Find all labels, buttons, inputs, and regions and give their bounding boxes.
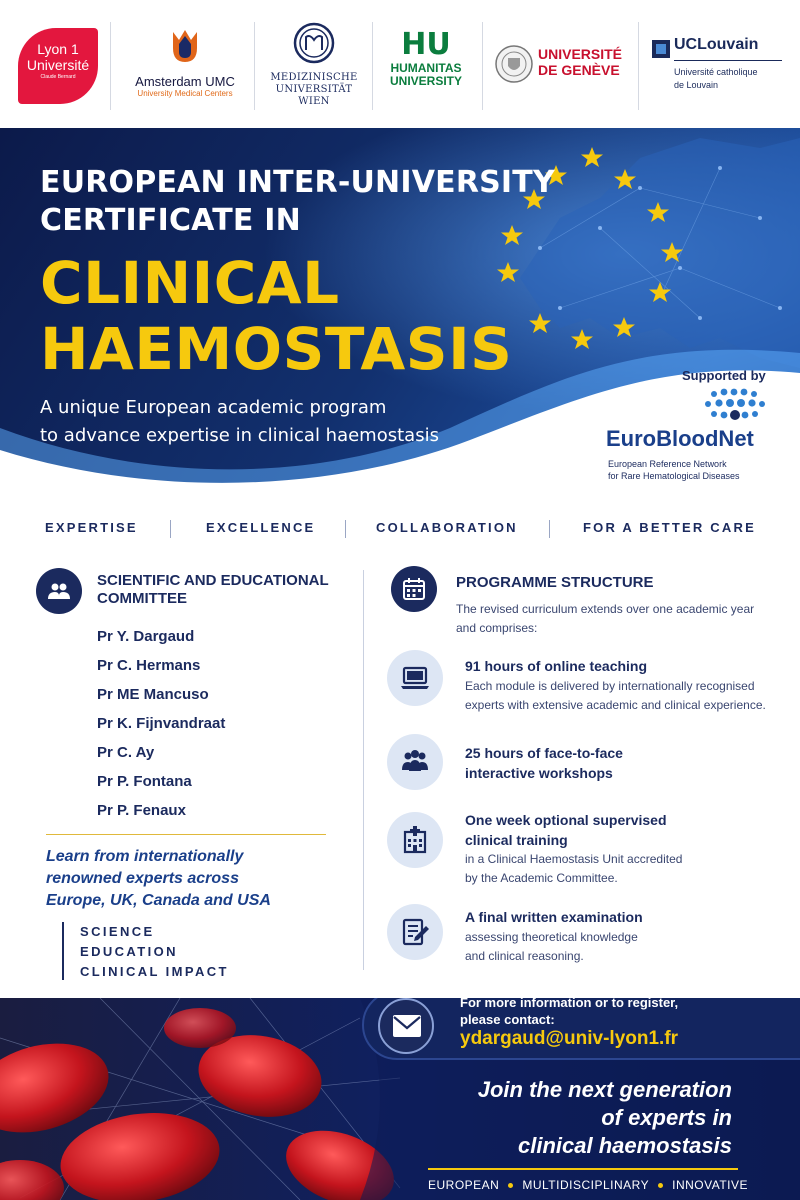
join-line2: of experts in <box>601 1105 732 1130</box>
humanitas-line1: HUMANITAS <box>390 61 462 75</box>
ucl-name: UCLouvain <box>674 36 759 53</box>
programme-item-text-line2: by the Academic Committee. <box>465 871 618 885</box>
value-expertise: EXPERTISE <box>45 520 138 535</box>
humanitas-mark: HU <box>401 27 451 62</box>
programme-item-head: A final written examination <box>465 909 643 925</box>
geneve-line1: UNIVERSITÉ <box>538 46 623 62</box>
committee-title <box>97 572 357 608</box>
column-divider <box>363 570 364 970</box>
ucl-line2: de Louvain <box>674 80 719 90</box>
programme-item-text <box>465 928 785 966</box>
committee-member: Pr C. Ay <box>97 744 155 761</box>
meduni-wien-logo <box>262 14 366 114</box>
pillar-education: EDUCATION <box>80 944 178 959</box>
seal-icon <box>293 22 335 64</box>
logo-divider <box>110 22 111 110</box>
hero-sub-line2: to advance expertise in clinical haemostasis <box>40 425 439 446</box>
committee-member: Pr Y. Dargaud <box>97 628 195 645</box>
learn-line2: renowned experts across <box>46 870 239 887</box>
programme-item-head: 91 hours of online teaching <box>465 658 648 674</box>
uclouvain-logo <box>648 14 788 114</box>
pillars-list <box>80 922 229 982</box>
hero-big-line2: HAEMOSTASIS <box>40 315 513 383</box>
programme-item-head-line1: 25 hours of face-to-face <box>465 745 623 761</box>
contact-line2: please contact: <box>460 1012 555 1027</box>
logo-divider <box>482 22 483 110</box>
programme-item-text-line2: and clinical reasoning. <box>465 949 584 963</box>
eurobloodnet-dots-icon <box>700 388 770 426</box>
programme-intro <box>456 600 776 638</box>
programme-item-head-line2: interactive workshops <box>465 765 613 781</box>
footer-tags <box>428 1178 748 1192</box>
eurobloodnet-desc-line1: European Reference Network <box>608 459 727 469</box>
geneve-logo <box>490 14 632 114</box>
eurobloodnet-desc <box>608 458 788 482</box>
contact-box <box>362 998 800 1060</box>
lyon1-line1: Lyon 1 <box>37 41 79 57</box>
ucl-rule <box>674 60 782 61</box>
learn-line3: Europe, UK, Canada and USA <box>46 892 271 909</box>
hero-headline <box>40 250 512 382</box>
programme-item-head-line2: clinical training <box>465 832 568 848</box>
amsterdam-umc-logo <box>120 14 250 114</box>
value-separator <box>549 520 550 538</box>
ucl-sub <box>674 66 784 92</box>
hero-sub-line1: A unique European academic program <box>40 397 387 418</box>
join-statement <box>392 1076 732 1160</box>
programme-icon <box>391 566 437 612</box>
values-row <box>0 514 800 544</box>
programme-item-text <box>465 850 785 888</box>
programme-item-text-line1: in a Clinical Haemostasis Unit accredited <box>465 852 683 866</box>
lyon1-line3: Claude Bernard <box>40 74 76 80</box>
committee-members <box>97 622 225 825</box>
committee-member: Pr ME Mancuso <box>97 686 209 703</box>
gold-divider <box>46 834 326 835</box>
workshops-icon-wrap <box>387 734 443 790</box>
hero-title-line1: EUROPEAN INTER-UNIVERSITY <box>40 165 555 200</box>
pillar-clinical-impact: CLINICAL IMPACT <box>80 964 229 979</box>
programme-title: PROGRAMME STRUCTURE <box>456 574 654 591</box>
eurobloodnet-name: EuroBloodNet <box>606 426 754 451</box>
group-icon <box>399 746 431 778</box>
mail-icon-wrap <box>378 998 434 1054</box>
hero-title <box>40 164 555 240</box>
star-icon <box>571 329 593 349</box>
committee-member: Pr K. Fijnvandraat <box>97 715 226 732</box>
programme-item-text-line1: Each module is delivered by internationally recognised <box>465 679 755 693</box>
committee-title-line2: COMMITTEE <box>97 590 187 607</box>
supported-by-label: Supported by <box>682 368 766 383</box>
humanitas-line2: UNIVERSITY <box>389 74 462 88</box>
lyon1-line2: Université <box>26 57 90 73</box>
contact-email-link[interactable]: ydargaud@univ-lyon1.fr <box>460 1028 679 1049</box>
wien-line2: UNIVERSITÄT <box>275 84 353 95</box>
learn-statement <box>46 846 346 912</box>
value-separator <box>170 520 171 538</box>
star-icon <box>647 202 669 222</box>
star-icon <box>581 147 603 167</box>
contact-text <box>460 998 760 1028</box>
logo-divider <box>254 22 255 110</box>
contact-line1: For more information or to register, <box>460 998 679 1010</box>
amsterdam-name: Amsterdam UMC <box>135 74 235 89</box>
committee-member: Pr P. Fenaux <box>97 802 186 819</box>
value-collaboration: COLLABORATION <box>376 520 518 535</box>
hero-title-line2: CERTIFICATE IN <box>40 203 301 238</box>
ucl-square-icon <box>652 40 670 58</box>
wien-line1: MEDIZINISCHE <box>270 72 358 83</box>
programme-item-text-line2: experts with extensive academic and clinical experience. <box>465 698 766 712</box>
star-icon <box>661 242 683 262</box>
footer-banner <box>0 998 800 1200</box>
star-icon <box>614 169 636 189</box>
laptop-icon <box>399 662 431 694</box>
amsterdam-sub: University Medical Centers <box>137 89 233 98</box>
online-teaching-icon-wrap <box>387 650 443 706</box>
logo-divider <box>372 22 373 110</box>
hero-big-line1: CLINICAL <box>40 249 340 317</box>
hero-banner <box>0 128 800 488</box>
programme-intro-line2: and comprises: <box>456 621 538 635</box>
value-separator <box>345 520 346 538</box>
committee-title-line1: SCIENTIFIC AND EDUCATIONAL <box>97 572 329 589</box>
star-icon <box>649 282 671 302</box>
eurobloodnet-desc-line2: for Rare Hematological Diseases <box>608 471 740 481</box>
tag-european: EUROPEAN <box>428 1178 500 1192</box>
star-icon <box>613 317 635 337</box>
committee-icon <box>36 568 82 614</box>
join-line3: clinical haemostasis <box>518 1133 732 1158</box>
humanitas-logo <box>376 14 476 114</box>
programme-item-text <box>465 677 785 715</box>
value-excellence: EXCELLENCE <box>206 520 316 535</box>
committee-member: Pr P. Fontana <box>97 773 192 790</box>
ucl-line1: Université catholique <box>674 67 758 77</box>
programme-item-head-line1: One week optional supervised <box>465 812 667 828</box>
hospital-icon <box>399 824 431 856</box>
clinical-training-icon-wrap <box>387 812 443 868</box>
calendar-icon <box>402 577 426 601</box>
join-line1: Join the next generation <box>477 1077 732 1102</box>
partner-logo-bar <box>0 0 800 128</box>
logo-divider <box>638 22 639 110</box>
programme-intro-line1: The revised curriculum extends over one academic year <box>456 602 755 616</box>
tag-multidisciplinary: MULTIDISCIPLINARY <box>522 1178 650 1192</box>
examination-icon-wrap <box>387 904 443 960</box>
hero-subtitle <box>40 394 439 450</box>
learn-line1: Learn from internationally <box>46 848 244 865</box>
committee-member: Pr C. Hermans <box>97 657 201 674</box>
people-icon <box>47 579 71 603</box>
tag-innovative: INNOVATIVE <box>672 1178 749 1192</box>
exam-paper-icon <box>399 916 431 948</box>
geneve-line2: DE GENÈVE <box>538 62 620 78</box>
programme-item-head <box>465 743 765 783</box>
tulip-icon <box>165 26 205 66</box>
crest-icon <box>494 44 534 84</box>
programme-item-head <box>465 810 765 850</box>
wien-line3: WIEN <box>298 96 330 107</box>
bullet-dot <box>658 1183 663 1188</box>
geneve-name <box>538 46 622 78</box>
join-divider <box>428 1168 738 1170</box>
pillar-science: SCIENCE <box>80 924 155 939</box>
envelope-icon <box>392 1014 422 1038</box>
value-better-care: FOR A BETTER CARE <box>583 520 756 535</box>
pillars-bar <box>62 922 64 980</box>
star-icon <box>529 313 551 333</box>
bullet-dot <box>508 1183 513 1188</box>
programme-item-text-line1: assessing theoretical knowledge <box>465 930 638 944</box>
lyon1-logo <box>18 28 98 104</box>
